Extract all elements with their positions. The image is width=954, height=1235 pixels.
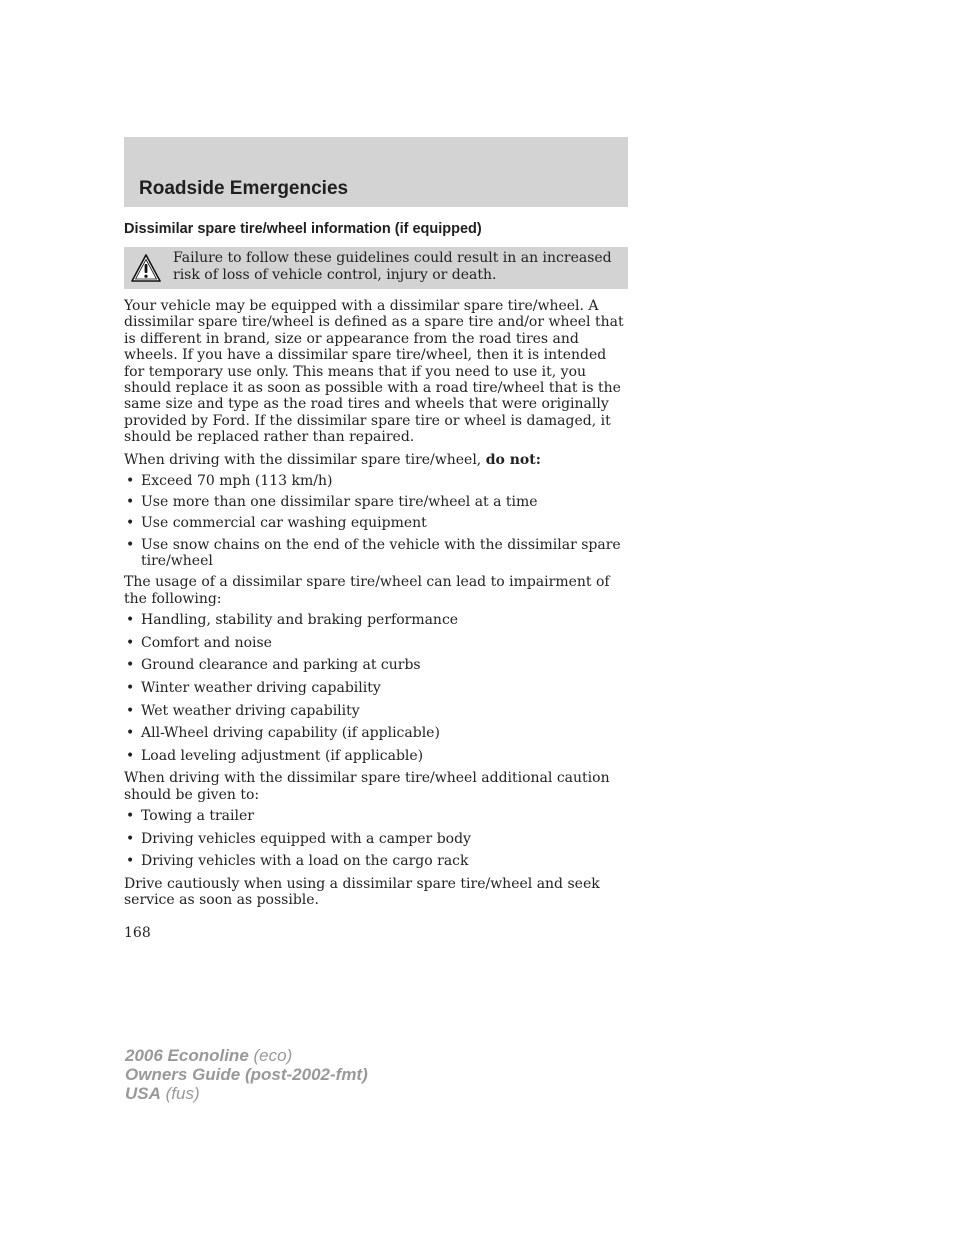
footer-line-3 <box>125 1084 368 1103</box>
warning-line-2: risk of loss of vehicle control, injury or death. <box>173 266 497 283</box>
list-item: • Load leveling adjustment (if applicable) <box>124 748 629 764</box>
warning-triangle-icon <box>130 253 162 283</box>
list-item: • Towing a trailer <box>124 808 629 824</box>
caution-list <box>124 808 629 870</box>
caution-intro: When driving with the dissimilar spare tire/wheel additional caution should be given to: <box>124 770 610 803</box>
warning-text <box>173 250 623 283</box>
footer-market-code: (fus) <box>160 1084 200 1103</box>
intro-paragraph: Your vehicle may be equipped with a dissimilar spare tire/wheel. A dissimilar spare tire/wheel is defined as a spare tire and/or wheel that is different in brand, size or appearance from the road tires and wheels. If you have a dissimilar spare tire/wheel, then it is intended for temporary use only. This means that if you need to use it, you should replace it as soon as possible with a road tire/wheel that is the same size and type as the road tires and wheels that were originally provided by Ford. If the dissimilar spare tire or wheel is damaged, it should be replaced rather than repaired. <box>124 298 624 446</box>
impairment-intro: The usage of a dissimilar spare tire/wheel can lead to impairment of the following: <box>124 574 610 607</box>
warning-box <box>124 247 628 289</box>
warning-line-1: Failure to follow these guidelines could result in an increased <box>173 250 612 266</box>
list-item: • Use snow chains on the end of the vehicle with the dissimilar spare tire/wheel <box>124 537 629 570</box>
list-item: • Use commercial car washing equipment <box>124 515 629 531</box>
list-item: • All-Wheel driving capability (if applicable) <box>124 725 629 741</box>
footer-model-code: (eco) <box>248 1046 293 1065</box>
impairment-list <box>124 612 629 764</box>
page-number: 168 <box>124 925 151 941</box>
do-not-list <box>124 473 629 569</box>
footer-model: 2006 Econoline <box>125 1046 249 1065</box>
document-footer <box>125 1046 368 1103</box>
list-item: • Driving vehicles with a load on the cargo rack <box>124 853 629 869</box>
list-item: • Driving vehicles equipped with a camper body <box>124 831 629 847</box>
list-item: • Winter weather driving capability <box>124 680 629 696</box>
list-item: • Ground clearance and parking at curbs <box>124 657 629 673</box>
body-content <box>124 298 629 909</box>
closing-paragraph: Drive cautiously when using a dissimilar spare tire/wheel and seek service as soon as possible. <box>124 876 600 909</box>
do-not-intro <box>124 452 629 468</box>
list-item: • Handling, stability and braking performance <box>124 612 629 628</box>
do-not-bold: do not: <box>485 451 541 468</box>
footer-line-1 <box>125 1046 368 1065</box>
list-item: • Comfort and noise <box>124 635 629 651</box>
chapter-title: Roadside Emergencies <box>139 178 349 199</box>
list-item: • Exceed 70 mph (113 km/h) <box>124 473 629 489</box>
list-item: • Use more than one dissimilar spare tire/wheel at a time <box>124 494 629 510</box>
section-heading: Dissimilar spare tire/wheel information (if equipped) <box>124 221 482 237</box>
footer-line-2 <box>125 1065 368 1084</box>
footer-guide: Owners Guide (post-2002-fmt) <box>125 1065 368 1084</box>
list-item: • Wet weather driving capability <box>124 703 629 719</box>
do-not-lead: When driving with the dissimilar spare tire/wheel, <box>124 451 482 468</box>
footer-market: USA <box>125 1084 161 1103</box>
